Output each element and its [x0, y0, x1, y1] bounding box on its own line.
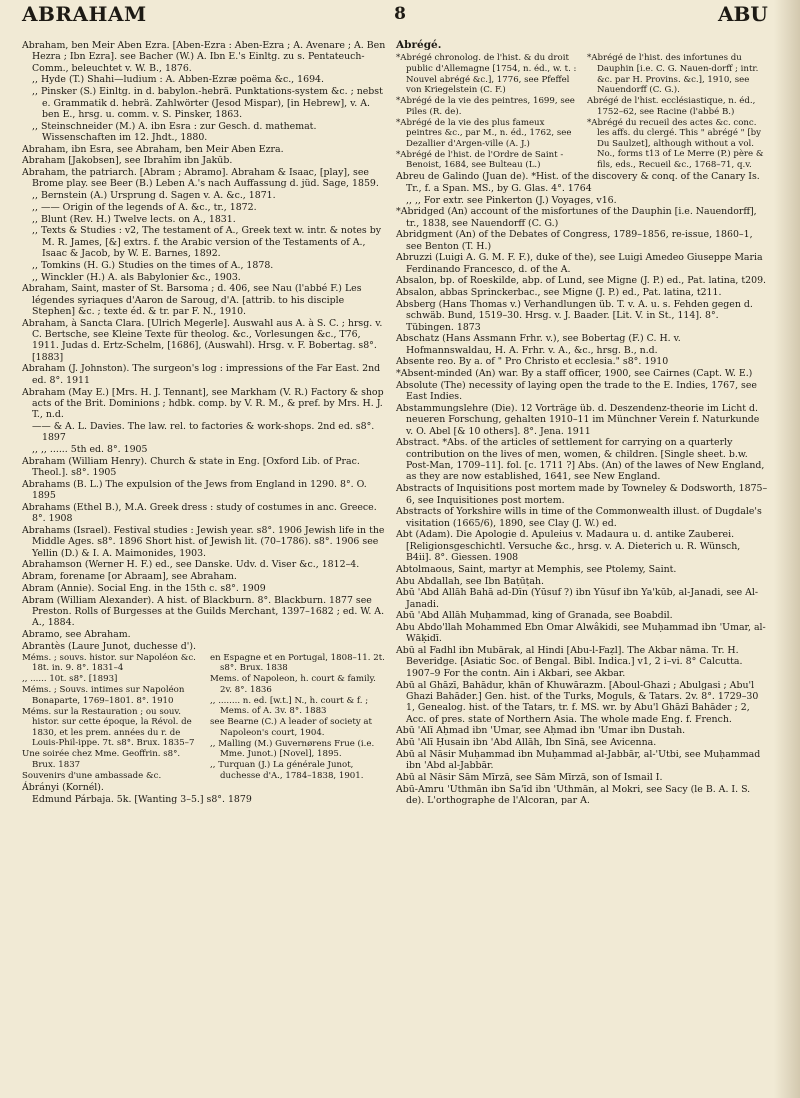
catalogue-entry: Abram, forename [or Abraam], see Abraham. [22, 571, 237, 583]
catalogue-entry: Abruzzi (Luigi A. G. M. F. F.), duke of the), see Luigi Amedeo Giuseppe Maria Ferdinando Francesco, d. of the A. [396, 252, 763, 275]
catalogue-entry: *Absent-minded (An) war. By a staff officer, 1900, see Cairnes (Capt. W. E.) [396, 368, 753, 380]
catalogue-entry: Abū 'Alī Aḥmad ibn 'Umar, see Aḥmad ibn 'Umar ibn Dustah. [396, 725, 686, 737]
catalogue-entry: Abū al Ghāzī, Bahādur, khān of Khuwārazm. [Aboul-Ghazi ; Abulgasi ; Abu'l Ghazi Bahāder.] Gen. hist. of the Turks, Moguls, & Tatars. 2v. 8°. 1729–30 1, Genealog. hist. of the Tatars, tr. f. MS. wr. by Abu'l Ghāzī Bahāder ; 2, Acc. of pres. state of Northern Asia. The whole made Eng. f. French. [396, 679, 759, 725]
abrege-left-subcolumn [396, 53, 577, 171]
catalogue-entry: Abrahams (Israel). Festival studies : Jewish year. s8°. 1906 Jewish life in the Middle Ages. s8°. 1896 Short hist. of Jewish lit. (70–1786). s8°. 1906 see Yellin (D.) & I. A. Maimonides, 1903. [22, 525, 385, 559]
catalogue-entry: ,, Turquan (J.) La générale Junot, duchesse d'A., 1784–1838, 1901. [210, 760, 364, 782]
catalogue-entry: ,, Pinsker (S.) Einltg. in d. babylon.-hebrä. Punktations-system &c. ; nebst e. Grammatik d. hebrä. Zahlwörter (Jesod Mispar), [in Hebrew], v. A. ben E., hrsg. u. comm. v. S. Pinsker, 1863. [32, 86, 383, 120]
catalogue-entry: ,, Malling (M.) Guvernørens Frue (i.e. Mme. Junot.) [Novel], 1895. [210, 738, 375, 760]
catalogue-entry: Ábrányi (Kornél). [22, 782, 104, 794]
abrege-subcolumns [396, 53, 768, 171]
catalogue-entry: Edmund Párbaja. 5k. [Wanting 3–5.] s8°. 1879 [32, 793, 252, 805]
catalogue-entry: Abschatz (Hans Assmann Frhr. v.), see Bobertag (F.) C. H. v. Hofmannswaldau, H. A. Frhr. v. A., &c., hrsg. B., n.d. [396, 333, 681, 356]
catalogue-entry: en Espagne et en Portugal, 1808–11. 2t. s8°. Brux. 1838 [210, 652, 385, 674]
catalogue-entry: Abraham (May E.) [Mrs. H. J. Tennant], see Markham (V. R.) Factory & shop acts of the Brit. Dominions ; hdbk. comp. by V. R. M., & pref. by Mrs. H. J. T., n.d. [22, 386, 384, 421]
catalogue-entry: Absalon, bp. of Roeskilde, abp. of Lund, see Migne (J. P.) ed., Pat. latina, t209. [396, 275, 767, 287]
catalogue-entry: Abridgment (An) of the Debates of Congress, 1789–1856, re-issue, 1860–1, see Benton (T. H.) [396, 229, 753, 252]
catalogue-entry: Méms. ; souvs. histor. sur Napoléon &c. 18t. in. 9. 8°. 1831–4 [22, 652, 196, 674]
catalogue-entry: Abrahamson (Werner H. F.) ed., see Danske. Udv. d. Viser &c., 1812–4. [22, 559, 360, 571]
catalogue-entry: Abtolmaous, Saint, martyr at Memphis, see Ptolemy, Saint. [396, 563, 677, 575]
catalogue-entry: Abstracts of Yorkshire wills in time of the Commonwealth illust. of Dugdale's visitation (1665/6), 1890, see Clay (J. W.) ed. [396, 506, 762, 529]
left-column [22, 40, 388, 805]
catalogue-entry: Abraham, ben Meir Aben Ezra. [Aben-Ezra : Aben-Ezra ; A. Avenare ; A. Ben Hezra ; Ibn Ezra]. see Bacher (W.) A. Ibn E.'s Einltg. zu s. Pentateuch-Comm., beleuchtet v. W. B., 1876. [22, 40, 386, 74]
catalogue-entry: ,, Bernstein (A.) Ursprung d. Sagen v. A. &c., 1871. [32, 190, 276, 202]
catalogue-entry: ,, ...... 10t. s8°. [1893] [22, 674, 118, 685]
abrantes-left-subcolumn [22, 653, 200, 782]
catalogue-entry: Abū-Amru 'Uthmān ibn Sa'īd ibn 'Uthmān, al Mokri, see Sacy (le B. A. I. S. de). L'orthographe de l'Alcoran, par A. [396, 783, 751, 806]
catalogue-entry: ,, Hyde (T.) Shahi—ludium : A. Abben-Ezræ poëma &c., 1694. [32, 74, 324, 86]
catalogue-entry: *Abrégé chronolog. de l'hist. & du droit public d'Allemagne [1754, n. éd., w. t. : Nouvel abrégé &c.], 1776, see Pfeffel von Kriegelstein (C. F.) [396, 53, 577, 96]
catalogue-entry: Abt (Adam). Die Apologie d. Apuleius v. Madaura u. d. antike Zauberei. [Religionsgeschichtl. Versuche &c., hrsg. v. A. Dieterich u. R. Wünsch, B4ii]. 8°. Giessen. 1908 [396, 529, 741, 564]
right-column [396, 40, 768, 807]
catalogue-entry: ,, Tomkins (H. G.) Studies on the times of A., 1878. [32, 259, 274, 271]
catalogue-entry: *Abrégé du recueil des actes &c. conc. les affs. du clergé. This " abrégé " [by Du Saulzet], although without a vol. No., forms t13 of Le Merre (P.) père & fils, eds., Recueil &c., 1768–71, q.v. [587, 117, 764, 171]
catalogue-entry: *Abrégé de la vie des peintres, 1699, see Piles (R. de). [396, 96, 575, 117]
abrantes-right-subcolumn [210, 653, 388, 782]
catalogue-entry: Une soirée chez Mme. Geoffrin. s8°. Brux. 1837 [22, 749, 181, 771]
catalogue-entry: Abraham, ibn Esra, see Abraham, ben Meir Aben Ezra. [22, 143, 284, 155]
catalogue-entry: ,, —— Origin of the legends of A. &c., tr., 1872. [32, 201, 257, 213]
running-header [0, 2, 800, 32]
page-number: 8 [394, 4, 406, 24]
catalogue-entry: Abraham, the patriarch. [Abram ; Abramo]. Abraham & Isaac, [play], see Brome play. see Beer (B.) Leben A.'s nach Auffassung d. jüd. Sage, 1859. [22, 167, 379, 190]
catalogue-entry: Abū 'Alī Ḥusain ibn 'Abd Allāh, Ibn Sīnā, see Avicenna. [396, 737, 657, 749]
catalogue-entry: Méms. sur la Restauration ; ou souv. histor. sur cette époque, la Révol. de 1830, et les prem. années du r. de Louis-Phil-ippe. 7t. s8°. Brux. 1835–7 [22, 706, 195, 749]
catalogue-entry: Abū al Nāsir Muḥammad ibn Muḥammad al-Jabbār, al-'Utbi, see Muḥammad ibn 'Abd al-Jabbār. [396, 748, 761, 772]
catalogue-entry: Absolute (The) necessity of laying open the trade to the E. Indies, 1767, see East Indies. [396, 379, 757, 403]
catalogue-entry: —— & A. L. Davies. The law. rel. to factories & work-shops. 2nd ed. s8°. 1897 [32, 420, 375, 444]
header-right-term: ABU [718, 2, 768, 26]
catalogue-entry: Abū al Nāsir Sām Mīrzā, see Sām Mīrzā, son of Ismail I. [396, 771, 663, 783]
catalogue-entry: Méms. ; Souvs. intimes sur Napoléon Bonaparte, 1769–1801. 8°. 1910 [22, 685, 185, 706]
catalogue-entry: *Abridged (An) account of the misfortunes of the Dauphin [i.e. Nauendorff], tr., 1838, see Nauendorff (C. G.) [396, 206, 757, 229]
catalogue-entry: Abū al Fadhl ibn Mubārak, al Hindi [Abu-l-Faẓl]. The Akbar nāma. Tr. H. Beveridge. [Asiatic Soc. of Bengal. Bibl. Indica.] v1, 2 i–vi. 8° Calcutta. 1907–9 For the contn. Ain i Akbari, see Akbar. [396, 645, 743, 679]
catalogue-entry: see Bearne (C.) A leader of society at Napoleon's court, 1904. [210, 717, 372, 738]
catalogue-entry: Abrégé de l'hist. ecclésiastique, n. éd., 1752–62, see Racine (l'abbé B.) [587, 96, 756, 117]
catalogue-entry: Abram (William Alexander). A hist. of Blackburn. 8°. Blackburn. 1877 see Preston. Rolls of Burgesses at the Guilds Merchant, 1397–1682 ; ed. W. A. A., 1884. [22, 594, 385, 629]
catalogue-entry: ,, Winckler (H.) A. als Babylonier &c., 1903. [32, 271, 241, 283]
catalogue-entry: ,, Blunt (Rev. H.) Twelve lects. on A., 1831. [32, 213, 236, 225]
catalogue-entry: Abraham, Saint, master of St. Barsoma ; d. 406, see Nau (l'abbé F.) Les légendes syriaques d'Aaron de Saroug, d'A. [attrib. to his disciple Stephen] &c. ; texte éd. & tr. par F. N., 1910. [22, 283, 362, 317]
catalogue-entry: Abrahams (Ethel B.), M.A. Greek dress : study of costumes in anc. Greece. 8°. 1908 [22, 501, 377, 525]
catalogue-entry: ,, ,, ...... 5th ed. 8°. 1905 [32, 444, 148, 456]
left-tail-entries [22, 782, 388, 805]
catalogue-entry: ,, ........ n. ed. [w.t.] N., h. court & f. ; Mems. of A. 3v. 8°. 1883 [210, 695, 369, 717]
catalogue-entry: ,, Texts & Studies : v2, The testament of A., Greek text w. intr. & notes by M. R. James, [&] extrs. f. the Arabic version of the Testaments of A., Isaac & Jacob, by W. E. Barnes, 1892. [32, 225, 382, 260]
catalogue-entry: Abū 'Abd Allāh Bahā ad-Dīn (Yūsuf ?) ibn Yūsuf ibn Ya'kūb, al-Janadi, see Al-Janadi. [396, 587, 759, 610]
catalogue-entry: Abstammungslehre (Die). 12 Vorträge üb. d. Deszendenz-theorie im Licht d. neueren Forschung, gehalten 1910–11 im Münchner Verein f. Naturkunde v. O. Abel [& 10 others]. 8°. Jena. 1911 [396, 403, 760, 437]
catalogue-entry: *Abrégé de la vie des plus fameux peintres &c., par M., n. éd., 1762, see Dezallier d'Argen-ville (A. J.) [396, 117, 572, 149]
left-entries [22, 40, 388, 652]
catalogue-entry: Abraham (J. Johnston). The surgeon's log : impressions of the Far East. 2nd ed. 8°. 1911 [22, 363, 381, 386]
catalogue-entry: Abstracts of Inquisitions post mortem made by Towneley & Dodsworth, 1875–6, see Inquisitiones post mortem. [396, 483, 768, 506]
catalogue-entry: Abu Abdo'llah Mohammed Ebn Omar Alwâkidi, see Muḥammad ibn 'Umar, al-Wāḳidī. [396, 622, 766, 645]
catalogue-entry: ,, ,, For extr. see Pinkerton (J.) Voyages, v16. [406, 194, 617, 206]
header-left-term: ABRAHAM [22, 2, 147, 26]
catalogue-entry: *Abrégé de l'hist. de l'Ordre de Saint - Benoist, 1684, see Bulteau (L.) [396, 149, 564, 171]
catalogue-entry: Souvenirs d'une ambassade &c. [22, 771, 162, 782]
catalogue-entry: Absente reo. By a. of " Pro Christo et ecclesia." s8°. 1910 [396, 356, 669, 368]
catalogue-entry: Abu Abdallah, see Ibn Baṭūṭah. [396, 575, 545, 587]
catalogue-entry: Abū 'Abd Allāh Muḥammad, king of Granada, see Boabdil. [396, 610, 673, 622]
right-entries [396, 171, 768, 806]
abrege-heading: Abrégé. [396, 39, 442, 51]
catalogue-entry: Abraham [Jakobsen], see Ibrahīm ibn Jakūb. [22, 155, 233, 167]
catalogue-entry: Mems. of Napoleon, h. court & family. 2v. 8°. 1836 [210, 674, 376, 695]
catalogue-entry: Absalon, abbas Sprinckerbac., see Migne (J. P.) ed., Pat. latina, t211. [396, 287, 722, 299]
catalogue-entry: Abrantès (Laure Junot, duchesse d'). [22, 640, 196, 652]
catalogue-entry: Abram (Annie). Social Eng. in the 15th c. s8°. 1909 [22, 582, 266, 594]
abrege-right-subcolumn [587, 53, 768, 171]
catalogue-entry: Abraham (William Henry). Church & state in Eng. [Oxford Lib. of Prac. Theol.]. s8°. 1905 [22, 455, 360, 479]
catalogue-entry: Abstract. *Abs. of the articles of settlement for carrying on a quarterly contribution on the lives of men, women, & children. [Single sheet. b.w. Post-Man, 1709–11]. fol. [c. 1711 ?] Abs. (An) of the lawes of New England, as they are now established, 1641, see New England. [396, 437, 765, 483]
catalogue-entry: ,, Steinschneider (M.) A. ibn Esra : zur Gesch. d. mathemat. Wissenschaften im 12. Jhdt., 1880. [32, 120, 317, 143]
page-edge-shadow [774, 0, 800, 1098]
abrantes-subcolumns [22, 653, 388, 782]
catalogue-entry: Absberg (Hans Thomas v.) Verhandlungen üb. T. v. A. u. s. Fehden gegen d. schwäb. Bund, 1519–30. Hrsg. v. J. Baader. [Lit. V. in St., 114]. 8°. Tübingen. 1873 [396, 298, 753, 333]
catalogue-entry: Abramo, see Abraham. [22, 629, 131, 641]
catalogue-entry: Abreu de Galindo (Juan de). *Hist. of the discovery & conq. of the Canary Is. Tr., f. a Span. MS., by G. Glas. 4°. 1764 [396, 171, 760, 194]
catalogue-entry: *Abrégé de l'hist. des infortunes du Dauphin [i.e. C. G. Nauen-dorff ; intr. &c. par H. Provins. &c.], 1910, see Nauendorff (C. G.). [587, 53, 759, 96]
catalogue-entry: Abraham, à Sancta Clara. [Ulrich Megerle]. Auswahl aus A. à S. C. ; hrsg. v. C. Bertsche, see Kleine Texte für theolog. &c., Vorlesungen &c., T76, 1911. Judas d. Ertz-Schelm, [1686], (Auswahl). Hrsg. v. F. Bobertag. s8°. [1883] [22, 317, 383, 363]
catalogue-entry: Abrahams (B. L.) The expulsion of the Jews from England in 1290. 8°. O. 1895 [22, 478, 367, 502]
